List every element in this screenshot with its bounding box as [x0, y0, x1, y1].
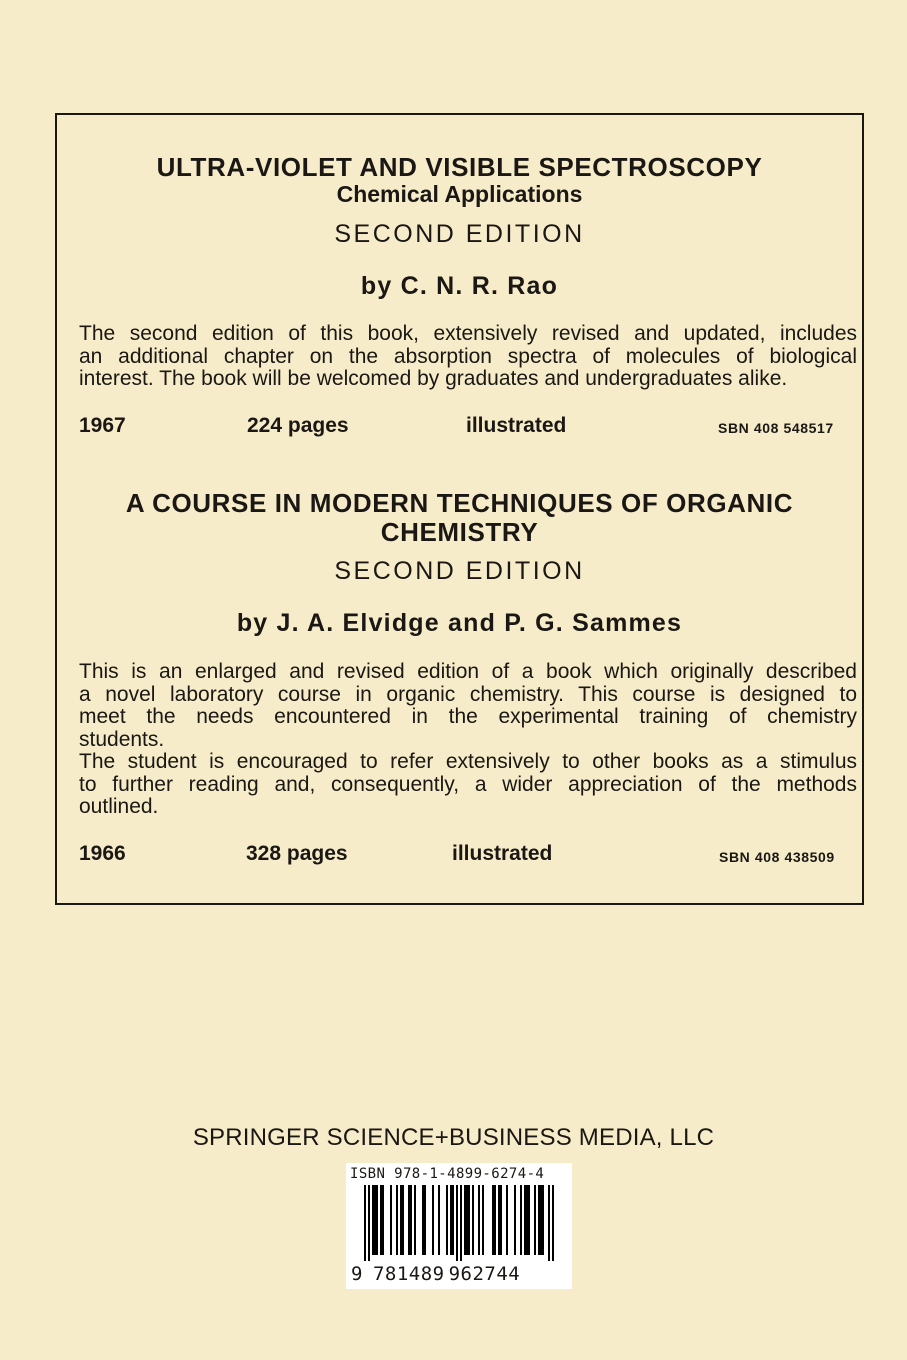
- book2-description: [79, 661, 857, 819]
- barcode-bar: [478, 1185, 480, 1255]
- barcode-bar: [438, 1185, 440, 1255]
- barcode-bar: [390, 1185, 392, 1255]
- barcode-bar: [396, 1185, 398, 1255]
- book-listing-frame: [55, 113, 864, 905]
- barcode-bar: [452, 1185, 454, 1255]
- barcode-bar: [494, 1185, 496, 1255]
- book1-desc-line: an additional chapter on the absorption spectra of molecules of biological: [79, 344, 857, 368]
- book2-desc-line: a novel laboratory course in organic chemistry. This course is designed to: [79, 682, 857, 706]
- book1-subtitle: Chemical Applications: [336, 181, 583, 207]
- barcode-bar: [422, 1185, 424, 1255]
- book1-description: [79, 323, 857, 391]
- barcode-bar: [542, 1185, 544, 1255]
- book1-edition: SECOND EDITION: [334, 220, 585, 248]
- book2-edition: SECOND EDITION: [334, 557, 585, 585]
- barcode-bar: [382, 1185, 384, 1255]
- barcode-bar: [374, 1185, 376, 1255]
- ean-number: [351, 1263, 520, 1285]
- barcode-bar: [528, 1185, 530, 1255]
- barcode-bar: [552, 1185, 554, 1261]
- book2-year: 1966: [79, 842, 126, 865]
- barcode-bar: [482, 1185, 484, 1255]
- barcode-bar: [432, 1185, 434, 1255]
- barcode-bar: [538, 1185, 540, 1255]
- barcode-bar: [492, 1185, 494, 1255]
- book2-desc-line: students.: [79, 727, 165, 751]
- barcode-bar: [506, 1185, 508, 1255]
- barcode-bar: [456, 1185, 458, 1261]
- book2-desc-line: to further reading and, consequently, a wider appreciation of the methods: [79, 772, 857, 796]
- barcode-bar: [376, 1185, 378, 1255]
- book1-illustrated: illustrated: [466, 414, 567, 437]
- book2-desc-line: This is an enlarged and revised edition of a book which originally described: [79, 660, 857, 683]
- barcode-bar: [450, 1185, 452, 1255]
- barcode-bar: [548, 1185, 550, 1261]
- ean-first-digit: 9: [351, 1263, 363, 1285]
- book2-author: by J. A. Elvidge and P. G. Sammes: [236, 609, 683, 637]
- barcode-bar: [410, 1185, 412, 1255]
- book1-desc-line: interest. The book will be welcomed by graduates and undergraduates alike.: [79, 367, 788, 390]
- barcode-bar: [524, 1185, 526, 1255]
- book1-author: by C. N. R. Rao: [360, 272, 559, 300]
- isbn-barcode: [346, 1163, 572, 1289]
- barcode-bar: [464, 1185, 466, 1255]
- barcode-bar: [400, 1185, 402, 1255]
- barcode-bar: [364, 1185, 366, 1261]
- barcode-bar: [414, 1185, 416, 1255]
- book2-illustrated: illustrated: [452, 842, 553, 865]
- book1-desc-line: The second edition of this book, extensively revised and updated, includes: [79, 322, 857, 345]
- publisher-name: SPRINGER SCIENCE+BUSINESS MEDIA, LLC: [192, 1124, 715, 1151]
- barcode-bar: [468, 1185, 470, 1255]
- barcode-bar: [498, 1185, 500, 1255]
- barcode-bar: [402, 1185, 404, 1255]
- barcode-bar: [446, 1185, 448, 1255]
- book1-year: 1967: [79, 414, 126, 437]
- barcode-bar: [466, 1185, 468, 1255]
- barcode-bar: [500, 1185, 502, 1255]
- book2-desc-line: outlined.: [79, 795, 159, 818]
- barcode-bar: [460, 1185, 462, 1261]
- book2-title-line1: A COURSE IN MODERN TECHNIQUES OF ORGANIC: [125, 488, 794, 518]
- barcode-bar: [372, 1185, 374, 1255]
- ean-right-group: 962744: [448, 1263, 521, 1285]
- barcode-bar: [424, 1185, 426, 1255]
- barcode-bar: [380, 1185, 382, 1255]
- barcode-bar: [472, 1185, 474, 1255]
- isbn-label: ISBN 978-1-4899-6274-4: [350, 1166, 545, 1182]
- barcode-bar: [520, 1185, 522, 1255]
- book2-sbn: SBN 408 438509: [719, 849, 835, 865]
- ean-left-group: 781489: [372, 1263, 445, 1285]
- book2-pages: 328 pages: [246, 842, 348, 865]
- barcode-bars: [364, 1185, 554, 1261]
- barcode-bar: [514, 1185, 516, 1255]
- barcode-bar: [534, 1185, 536, 1255]
- book1-title: ULTRA-VIOLET AND VISIBLE SPECTROSCOPY: [156, 152, 763, 182]
- book1-pages: 224 pages: [247, 414, 349, 437]
- barcode-bar: [368, 1185, 370, 1261]
- barcode-bar: [540, 1185, 542, 1255]
- book2-desc-line: The student is encouraged to refer extensively to other books as a stimulus: [79, 750, 857, 773]
- barcode-bar: [408, 1185, 410, 1255]
- book2-title-line2: CHEMISTRY: [380, 517, 539, 547]
- book1-sbn: SBN 408 548517: [718, 420, 834, 436]
- barcode-bar: [526, 1185, 528, 1255]
- book2-desc-line: meet the needs encountered in the experimental training of chemistry: [79, 705, 857, 728]
